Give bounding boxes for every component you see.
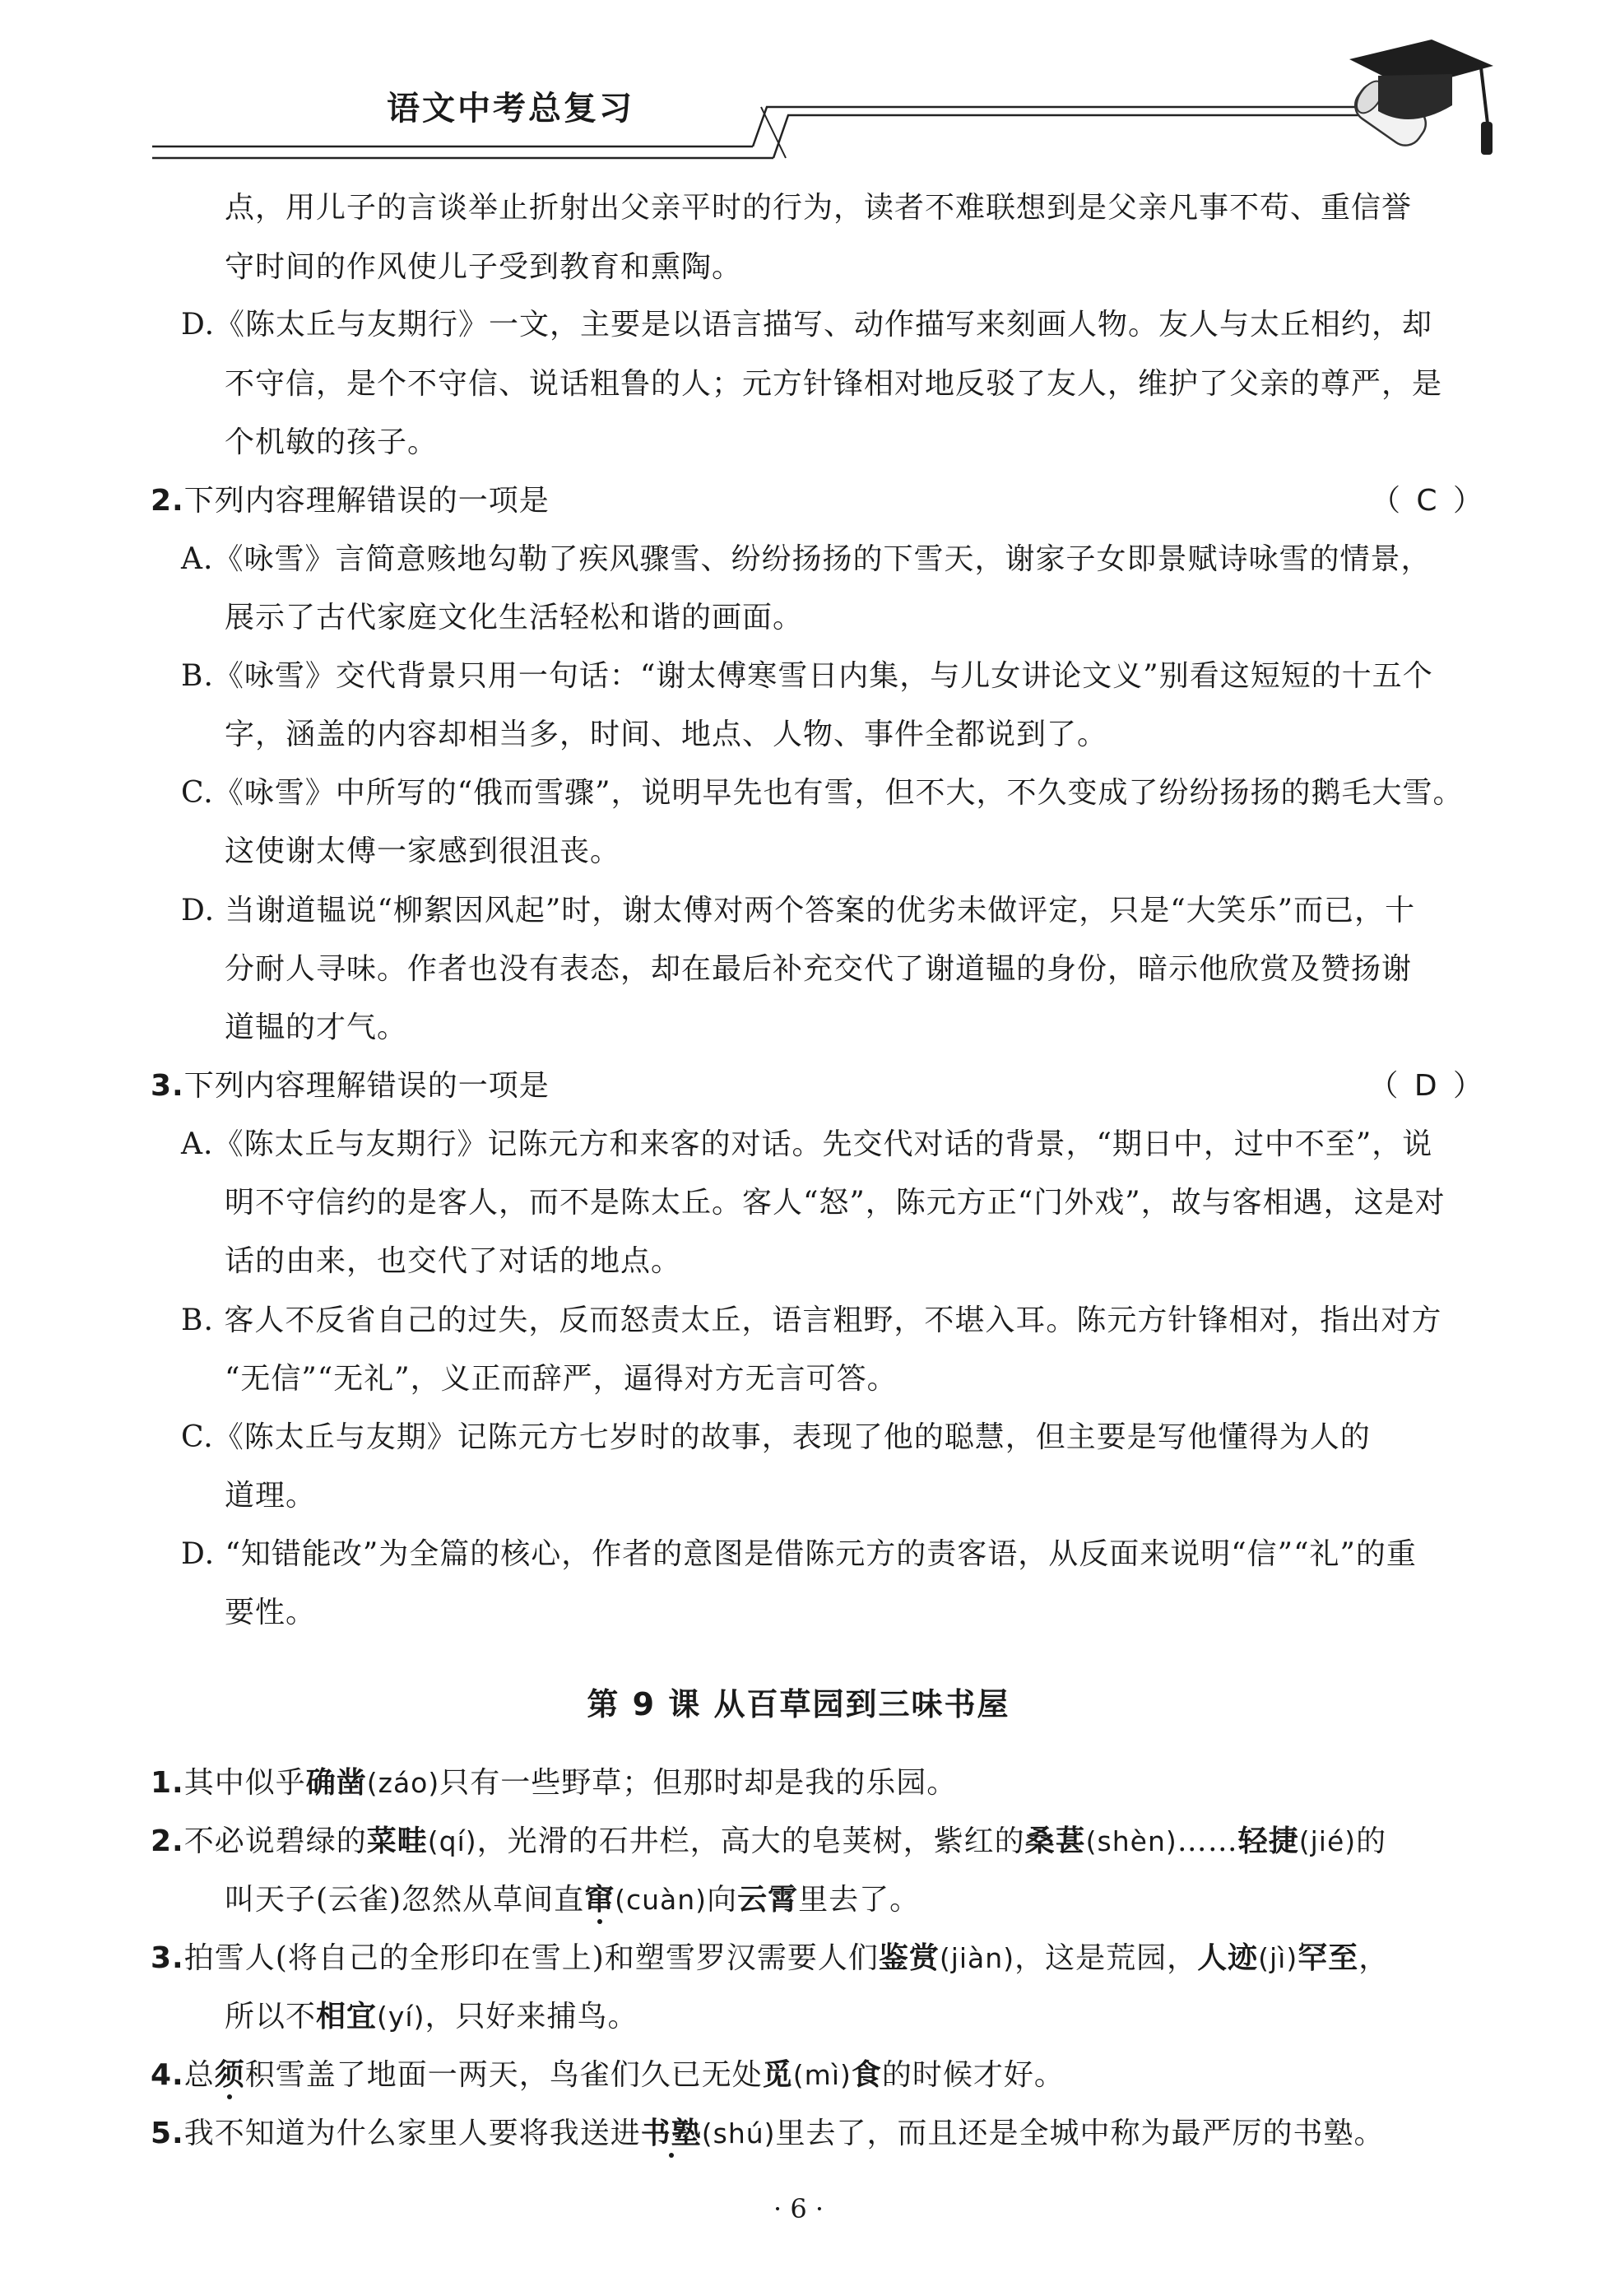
q3-option-d-line: 要性。 — [225, 1596, 317, 1629]
q1-option-c-line: 点，用儿子的言谈举止折射出父亲平时的行为，读者不难联想到是父亲凡事不苟、重信誉 — [225, 191, 1413, 225]
key-word: 窜 — [584, 1883, 615, 1917]
key-word: 鉴赏 — [878, 1941, 940, 1975]
q1-option-d-line: 个机敏的孩子。 — [225, 425, 439, 459]
key-word: 罕至 — [1298, 1941, 1359, 1975]
question-3-stem: 3.下列内容理解错误的一项是 — [151, 1069, 550, 1103]
q3-option-c-line: C.《陈太丘与友期》记陈元方七岁时的故事，表现了他的聪慧，但主要是写他懂得为人的 — [181, 1420, 1371, 1454]
page-number: · 6 · — [773, 2193, 824, 2224]
key-word: 相宜 — [316, 2000, 378, 2033]
key-word: 桑葚 — [1024, 1824, 1086, 1858]
q3-option-b-line: B. 客人不反省自己的过失，反而怒责太丘，语言粗野，不堪入耳。陈元方针锋相对，指出对方 — [181, 1304, 1442, 1337]
q2-option-a-line: A.《咏雪》言简意赅地勾勒了疾风骤雪、纷纷扬扬的下雪天，谢家子女即景赋诗咏雪的情景， — [181, 542, 1432, 576]
q2-option-c-line: 这使谢太傅一家感到很沮丧。 — [225, 834, 621, 868]
q1-option-c-line: 守时间的作风使儿子受到教育和熏陶。 — [225, 250, 743, 284]
q3-option-a-line: 话的由来，也交代了对话的地点。 — [225, 1244, 682, 1278]
vocab-item-2-cont: 叫天子(云雀)忽然从草间直窜(cuàn)向云霄里去了。 — [225, 1883, 921, 1917]
q2-option-b-line: 字，涵盖的内容却相当多，时间、地点、人物、事件全都说到了。 — [225, 718, 1108, 751]
q3-option-c-line: 道理。 — [225, 1479, 317, 1513]
key-word: 觅 — [762, 2058, 793, 2092]
key-word: 轻捷 — [1237, 1824, 1299, 1858]
vocab-item-3: 3.拍雪人(将自己的全形印在雪上)和塑雪罗汉需要人们鉴赏(jiàn)，这是荒园，人迹(jì)罕至， — [151, 1941, 1390, 1975]
q2-option-d-line: D. 当谢道韫说“柳絮因风起”时，谢太傅对两个答案的优劣未做评定，只是“大笑乐”而已，十 — [181, 894, 1416, 927]
q2-option-d-line: 分耐人寻味。作者也没有表态，却在最后补充交代了谢道韫的身份，暗示他欣赏及赞扬谢 — [225, 952, 1413, 986]
q3-option-a-line: A.《陈太丘与友期行》记陈元方和来客的对话。先交代对话的背景，“期日中，过中不至”，说 — [181, 1127, 1433, 1161]
q3-option-b-line: “无信”“无礼”，义正而辞严，逼得对方无言可答。 — [225, 1362, 898, 1396]
vocab-item-5: 5.我不知道为什么家里人要将我送进书塾(shú)里去了，而且还是全城中称为最严厉的书塾。 — [151, 2117, 1385, 2150]
key-word: 书塾 — [640, 2117, 702, 2150]
q1-option-d-line: D.《陈太丘与友期行》一文，主要是以语言描写、动作描写来刻画人物。友人与太丘相约，却 — [181, 308, 1433, 342]
vocab-item-3-cont: 所以不相宜(yí)，只好来捕鸟。 — [225, 2000, 638, 2033]
q3-option-a-line: 明不守信约的是客人，而不是陈太丘。客人“怒”，陈元方正“门外戏”，故与客相遇，这是对 — [225, 1186, 1446, 1220]
key-word: 云霄 — [737, 1883, 799, 1917]
lesson-title: 第 9 课 从百草园到三味书屋 — [587, 1686, 1010, 1722]
page-header — [0, 0, 1597, 189]
header-decoration — [0, 0, 1597, 189]
key-word: 确凿 — [305, 1766, 367, 1800]
header-title: 语文中考总复习 — [387, 89, 634, 128]
vocab-item-4: 4.总须积雪盖了地面一两天，鸟雀们久已无处觅(mì)食的时候才好。 — [151, 2058, 1065, 2092]
key-word: 人迹 — [1197, 1941, 1259, 1975]
key-word: 须 — [214, 2058, 245, 2092]
question-2-stem: 2.下列内容理解错误的一项是 — [151, 484, 550, 518]
q3-option-d-line: D. “知错能改”为全篇的核心，作者的意图是借陈元方的责客语，从反面来说明“信”“礼”的重 — [181, 1537, 1417, 1571]
q2-option-b-line: B.《咏雪》交代背景只用一句话：“谢太傅寒雪日内集，与儿女讲论文义”别看这短短的十五个 — [181, 659, 1433, 693]
q2-option-d-line: 道韫的才气。 — [225, 1011, 408, 1044]
question-2-answer: （ C ） — [1370, 484, 1486, 518]
key-word: 菜畦 — [366, 1824, 428, 1858]
question-3-answer: （ D ） — [1368, 1069, 1486, 1103]
q2-option-a-line: 展示了古代家庭文化生活轻松和谐的画面。 — [225, 601, 804, 634]
vocab-item-1: 1.其中似乎确凿(záo)只有一些野草；但那时却是我的乐园。 — [151, 1766, 958, 1800]
vocab-item-2: 2.不必说碧绿的菜畦(qí)，光滑的石井栏，高大的皂荚树，紫红的桑葚(shèn)……轻捷(jié)的 — [151, 1824, 1387, 1858]
q1-option-d-line: 不守信，是个不守信、说话粗鲁的人；元方针锋相对地反驳了友人，维护了父亲的尊严，是 — [225, 367, 1443, 401]
key-word: 食 — [851, 2058, 882, 2092]
q2-option-c-line: C.《咏雪》中所写的“俄而雪骤”，说明早先也有雪，但不大，不久变成了纷纷扬扬的鹅毛大雪。 — [181, 776, 1464, 810]
